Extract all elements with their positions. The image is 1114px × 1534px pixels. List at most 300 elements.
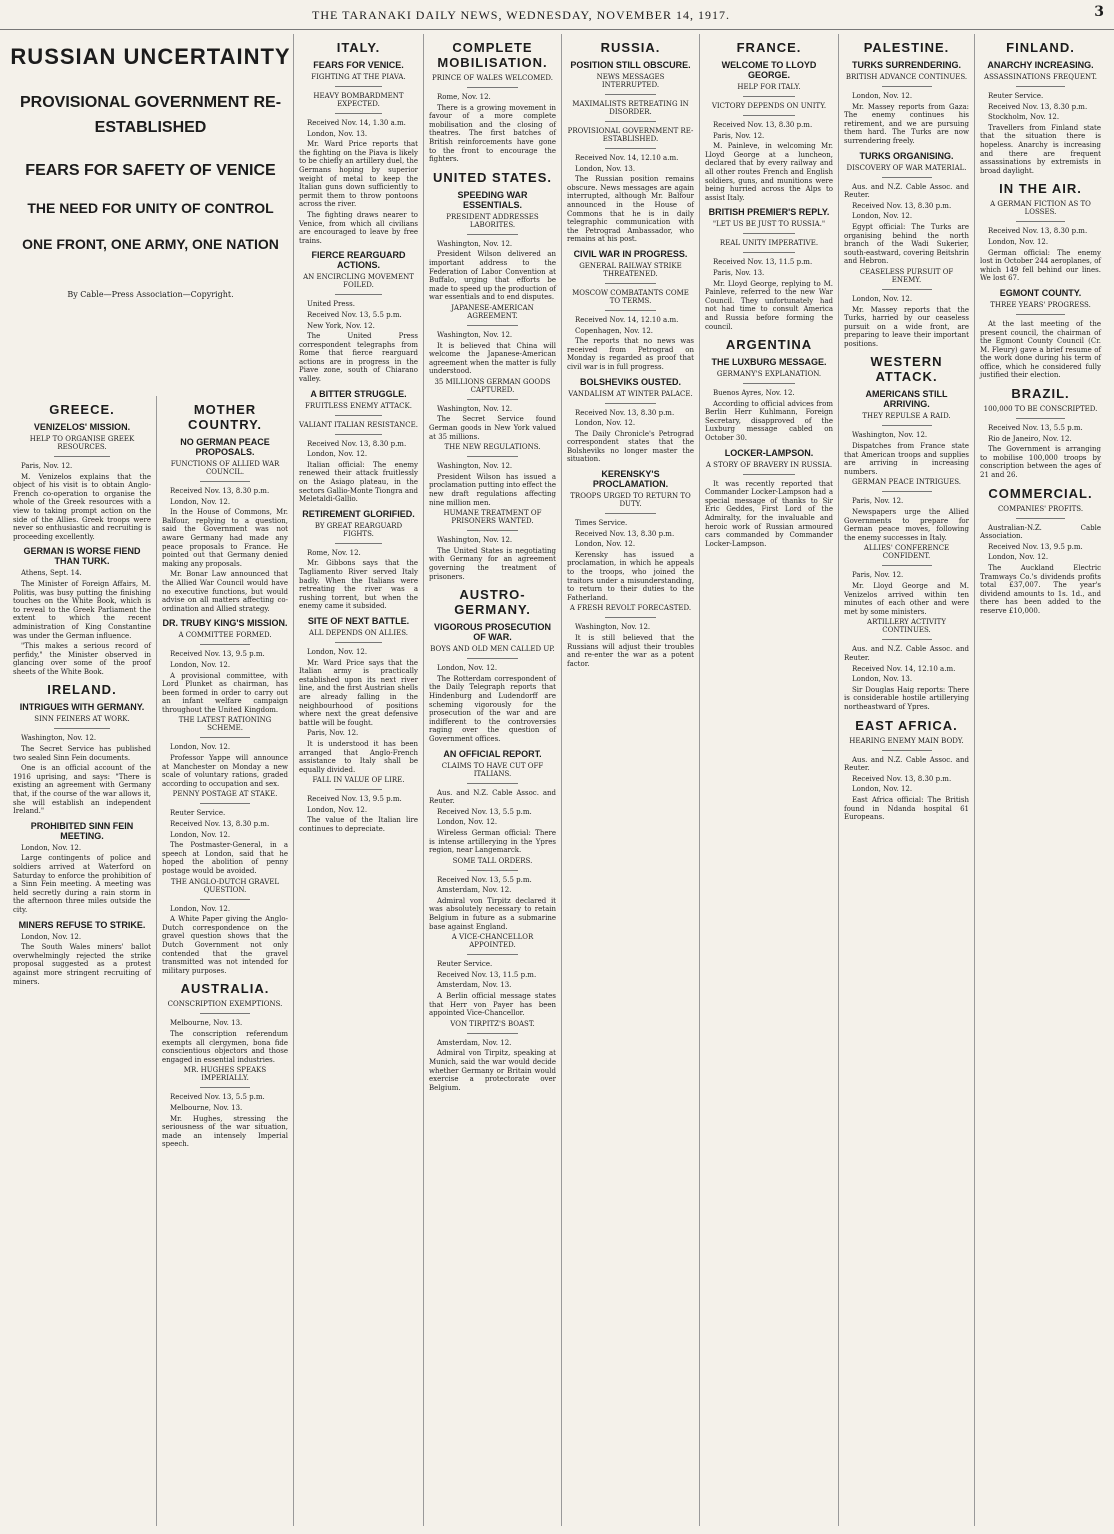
paragraph: Mr. Ward Price says that the Italian army is practically established upon its next river line, and the first Austrian shells are already falling in the neighbourhood of positions where next the great defensive battle will be fought. bbox=[299, 658, 418, 727]
article-body bbox=[429, 960, 556, 1018]
column-3 bbox=[293, 34, 423, 1526]
divider bbox=[335, 789, 383, 790]
article bbox=[705, 207, 833, 234]
divider bbox=[467, 325, 518, 326]
article bbox=[429, 587, 556, 743]
paragraph: London, Nov. 12. bbox=[307, 647, 368, 656]
divider bbox=[200, 737, 250, 738]
divider bbox=[882, 750, 932, 751]
article-deck: SOME TALL ORDERS. bbox=[452, 856, 533, 865]
paragraph: The Minister of Foreign Affairs, M. Politis, was busy putting the finishing touches on the White Book, which is to reveal to the Greek Parliament the extent to which the recent administration of King Constantine was under the German influence. bbox=[13, 579, 151, 640]
paragraph: The South Wales miners' ballot overwhelmingly rejected the strike proposal suggested as a protest against more stringent recruiting of miners. bbox=[13, 943, 151, 986]
paragraph: According to official advices from Berlin Herr Kuhlmann, Foreign Secretary, disapproved of the Luxburg message cabled on October 30. bbox=[705, 399, 833, 443]
article-body bbox=[429, 536, 556, 581]
paragraph: Received Nov. 13, 9.5 p.m. bbox=[170, 650, 265, 659]
article-headline: EGMONT COUNTY. bbox=[999, 287, 1082, 298]
article-headline: AMERICANS STILL ARRIVING. bbox=[865, 389, 948, 410]
article-deck: A VICE-CHANCELLOR APPOINTED. bbox=[451, 933, 534, 950]
divider bbox=[743, 115, 794, 116]
paragraph: Travellers from Finland state that the situation there is hopeless. Anarchy is increasing and there are frequent assassinations by extremists in broad daylight. bbox=[980, 123, 1101, 175]
paragraph: Aus. and N.Z. Cable Assoc. and Reuter. bbox=[844, 645, 969, 662]
article-headline: MINERS REFUSE TO STRIKE. bbox=[18, 919, 146, 930]
paragraph: Received Nov. 14, 12.10 a.m. bbox=[575, 154, 679, 162]
article bbox=[705, 337, 833, 443]
article-body bbox=[13, 844, 151, 915]
paragraph: The fighting draws nearer to Venice, from which all civilians are encouraged to leave by free trains. bbox=[299, 210, 418, 245]
column-7 bbox=[838, 34, 974, 1526]
masthead bbox=[0, 0, 1114, 30]
divider bbox=[882, 425, 932, 426]
paragraph: Received Nov. 14, 1.30 a.m. bbox=[307, 119, 406, 127]
article bbox=[844, 544, 969, 616]
article-headline: TURKS ORGANISING. bbox=[859, 150, 954, 161]
divider bbox=[743, 96, 794, 97]
article-deck: CONSCRIPTION EXEMPTIONS. bbox=[167, 1000, 283, 1009]
divider bbox=[882, 639, 932, 640]
paragraph: Melbourne, Nov. 13. bbox=[170, 1103, 243, 1112]
article bbox=[162, 618, 288, 714]
article-body bbox=[162, 1019, 288, 1064]
paragraph: Reuter Service. bbox=[437, 960, 493, 969]
paragraph: London, Nov. 12. bbox=[170, 743, 231, 752]
paragraph: Amsterdam, Nov. 13. bbox=[437, 981, 512, 990]
paragraph: Amsterdam, Nov. 12. bbox=[437, 886, 512, 895]
paragraph: Paris, Nov. 12. bbox=[21, 462, 73, 470]
article-body bbox=[844, 183, 969, 266]
article-deck: A FRESH REVOLT FORECASTED. bbox=[569, 604, 692, 613]
article-headline: CIVIL WAR IN PROGRESS. bbox=[573, 248, 688, 259]
column-2 bbox=[156, 396, 293, 1526]
article-deck: A GERMAN FICTION AS TO LOSSES. bbox=[990, 200, 1091, 217]
paragraph: Received Nov. 13, 8.30 p.m. bbox=[713, 121, 813, 129]
article-body bbox=[429, 789, 556, 855]
article-body bbox=[705, 121, 833, 202]
divider bbox=[200, 803, 250, 804]
paragraph: Received Nov. 13, 8.30 p.m. bbox=[852, 774, 952, 783]
article-headline: DR. TRUBY KING'S MISSION. bbox=[162, 618, 288, 629]
paragraph: Buenos Ayres, Nov. 12. bbox=[713, 389, 795, 398]
byline: By Cable—Press Association—Copyright. bbox=[67, 290, 234, 299]
article-deck: THE NEW REGULATIONS. bbox=[444, 443, 541, 452]
article bbox=[980, 181, 1101, 283]
article-headline: WELCOME TO LLOYD GEORGE. bbox=[721, 60, 817, 80]
article-body bbox=[980, 320, 1101, 380]
lead-subhead-4: ONE FRONT, ONE ARMY, ONE NATION bbox=[22, 236, 279, 252]
article-body bbox=[705, 258, 833, 331]
article-deck: HELP TO ORGANISE GREEK RESOURCES. bbox=[29, 435, 135, 451]
divider bbox=[605, 148, 656, 149]
article-body bbox=[980, 524, 1101, 616]
article-deck: BY GREAT REARGUARD FIGHTS. bbox=[314, 521, 403, 538]
paragraph: The Auckland Electric Tramways Co.'s dividends profits total £37,007. The year's dividend amounts to 1s. 1d., and there has been added to the reserve £10,000. bbox=[980, 564, 1101, 615]
article-headline: VENIZELOS' MISSION. bbox=[33, 422, 131, 432]
article-deck: PROVISIONAL GOVERNMENT RE-ESTABLISHED. bbox=[567, 127, 694, 143]
article-headline: A BITTER STRUGGLE. bbox=[310, 388, 407, 399]
paragraph: German official: The enemy lost in October 244 aeroplanes, of which 149 fell behind our lines. We lost 67. bbox=[980, 248, 1101, 283]
paragraph: Received Nov. 13, 8.30 p.m. bbox=[575, 529, 675, 538]
article-deck: A STORY OF BRAVERY IN RUSSIA. bbox=[705, 460, 833, 469]
article-deck: BRITISH ADVANCE CONTINUES. bbox=[845, 73, 968, 81]
paragraph: Received Nov. 13, 5.5 p.m. bbox=[307, 310, 402, 319]
paragraph: Wireless German official: There is intense artillerying in the Ypres region, near Langemarck. bbox=[429, 828, 556, 855]
paragraph: The conscription referendum exempts all clergymen, bona fide conscientious objectors and those engaged in essential industries. bbox=[162, 1029, 288, 1064]
paragraph: It is understood it has been arranged that Anglo-French assistance to Italy shall be equally divided. bbox=[299, 739, 418, 774]
divider bbox=[335, 415, 383, 416]
paragraph: Mr. Lloyd George, replying to M. Painleve, referred to the new War Council. They unfortunately had not had time to consult America and Russia before forming the council. bbox=[705, 279, 833, 331]
paragraph: Paris, Nov. 12. bbox=[713, 131, 765, 140]
paragraph: The value of the Italian lire continues to depreciate. bbox=[299, 816, 418, 834]
paragraph: A White Paper giving the Anglo-Dutch correspondence on the gravel question shows that the Dutch Government not only contended that the gravel transmitted was not intended for military purposes. bbox=[162, 915, 288, 975]
paragraph: London, Nov. 13. bbox=[307, 129, 368, 138]
article-body bbox=[844, 431, 969, 476]
divider bbox=[467, 870, 518, 871]
article-deck: ALLIES' CONFERENCE CONFIDENT. bbox=[863, 544, 950, 561]
paragraph: Received Nov. 13, 8.30 p.m. bbox=[170, 820, 270, 829]
article-headline: BOLSHEVIKS OUSTED. bbox=[579, 376, 681, 387]
article-deck: MOSCOW COMBATANTS COME TO TERMS. bbox=[572, 288, 689, 305]
article-body bbox=[429, 876, 556, 932]
paragraph: Newspapers urge the Allied Governments to prepare for German peace moves, following the enemy successes in Italy. bbox=[844, 508, 969, 542]
paragraph: Rome, Nov. 12. bbox=[307, 548, 361, 557]
article-deck: 100,000 TO BE CONSCRIPTED. bbox=[983, 405, 1098, 414]
divider bbox=[605, 94, 656, 95]
article-body bbox=[705, 480, 833, 549]
paragraph: Times Service. bbox=[575, 519, 628, 528]
article-body bbox=[844, 756, 969, 822]
section-heading: BRAZIL. bbox=[1011, 386, 1070, 402]
paragraph: Copenhagen, Nov. 12. bbox=[575, 326, 654, 335]
column-8 bbox=[974, 34, 1106, 1526]
article bbox=[299, 250, 418, 383]
divider bbox=[467, 87, 518, 88]
divider bbox=[605, 513, 656, 514]
divider bbox=[335, 86, 383, 87]
article-body bbox=[13, 462, 151, 541]
article bbox=[429, 749, 556, 855]
paragraph: Reuter Service. bbox=[988, 92, 1044, 100]
article-body bbox=[299, 648, 418, 774]
article-body bbox=[429, 405, 556, 441]
article-body bbox=[299, 440, 418, 504]
article bbox=[429, 509, 556, 581]
paragraph: The Russian position remains obscure. News messages are again interrupted, although Mr. Balfour announced in the House of Commons that he is in daily telegraphic communication with the Petrograd Ambassador, who remains at his post. bbox=[567, 175, 694, 244]
divider bbox=[200, 1087, 250, 1088]
article-body bbox=[429, 462, 556, 507]
article-headline: FIERCE REARGUARD ACTIONS. bbox=[311, 250, 406, 271]
paragraph: London, Nov. 12. bbox=[988, 553, 1049, 562]
section-heading: GREECE. bbox=[49, 402, 115, 417]
paragraph: Received Nov. 13, 9.5 p.m. bbox=[307, 795, 402, 804]
article-headline: AN OFFICIAL REPORT. bbox=[443, 748, 542, 759]
paragraph: Received Nov. 13, 5.5 p.m. bbox=[988, 424, 1083, 433]
paragraph: A provisional committee, with Lord Plunket as chairman, has been formed in order to carry out an infant welfare campaign throughout the United Kingdom. bbox=[162, 671, 288, 714]
divider bbox=[605, 283, 656, 284]
article-headline: SITE OF NEXT BATTLE. bbox=[307, 615, 410, 626]
article-body bbox=[429, 240, 556, 302]
paragraph: Mr. Ward Price reports that the fighting on the Piava is likely to be chiefly an artillery duel, the Germans hoping by superior weight of metal to keep the Italian guns down sufficiently to permit them to throw pontoons across the river. bbox=[299, 140, 418, 209]
article bbox=[429, 304, 556, 376]
paragraph: The Postmaster-General, in a speech at London, said that he hoped the abolition of penny postage would be avoided. bbox=[162, 841, 288, 875]
paragraph: Paris, Nov. 12. bbox=[852, 571, 904, 580]
article-deck: VICTORY DEPENDS ON UNITY. bbox=[711, 102, 827, 110]
article-deck: CEASELESS PURSUIT OF ENEMY. bbox=[859, 267, 954, 284]
paragraph: The Secret Service has published two sealed Sinn Fein documents. bbox=[13, 745, 151, 762]
article-headline: INTRIGUES WITH GERMANY. bbox=[19, 702, 145, 713]
article-headline: ANARCHY INCREASING. bbox=[987, 60, 1094, 70]
article bbox=[567, 604, 694, 668]
lead-subhead-2: FEARS FOR SAFETY OF VENICE bbox=[25, 162, 276, 179]
divider bbox=[335, 434, 383, 435]
article-body bbox=[299, 549, 418, 611]
paragraph: Mr. Massey reports that the Turks, harried by our ceaseless pursuit on a wide front, are preparing to leave their important positions. bbox=[844, 305, 969, 348]
paragraph: Mr. Hughes, stressing the seriousness of the war situation, made an intensely Imperial speech. bbox=[162, 1114, 288, 1149]
article bbox=[980, 40, 1101, 175]
column-4 bbox=[423, 34, 561, 1526]
article-body bbox=[13, 569, 151, 676]
newspaper-title: THE TARANAKI DAILY NEWS, WEDNESDAY, NOVEMBER 14, 1917. bbox=[312, 8, 730, 22]
paragraph: Received Nov. 13, 5.5 p.m. bbox=[437, 875, 532, 884]
article bbox=[980, 386, 1101, 480]
paragraph: London, Nov. 12. bbox=[307, 805, 368, 814]
article bbox=[567, 469, 694, 602]
article-body bbox=[705, 389, 833, 443]
article-headline: BRITISH PREMIER'S REPLY. bbox=[708, 207, 830, 218]
article bbox=[567, 40, 694, 95]
article-deck: HEAVY BOMBARDMENT EXPECTED. bbox=[313, 92, 404, 108]
section-heading: UNITED STATES. bbox=[433, 169, 552, 185]
paragraph: London, Nov. 12. bbox=[852, 785, 913, 794]
paragraph: Aus. and N.Z. Cable Assoc. and Reuter. bbox=[844, 182, 969, 200]
section-heading: MOTHER COUNTRY. bbox=[188, 402, 262, 432]
article bbox=[13, 546, 151, 676]
article-body bbox=[980, 92, 1101, 175]
article-headline: FEARS FOR VENICE. bbox=[313, 60, 404, 70]
article bbox=[299, 92, 418, 245]
article bbox=[429, 170, 556, 302]
article bbox=[844, 40, 969, 146]
article bbox=[429, 857, 556, 932]
paragraph: Amsterdam, Nov. 12. bbox=[437, 1038, 512, 1047]
article bbox=[844, 151, 969, 266]
article bbox=[429, 933, 556, 1018]
article-deck: ARTILLERY ACTIVITY CONTINUES. bbox=[867, 618, 946, 635]
article-deck: GERMAN PEACE INTRIGUES. bbox=[851, 478, 962, 487]
divider bbox=[467, 1033, 518, 1034]
divider bbox=[467, 954, 518, 955]
divider bbox=[605, 617, 656, 618]
article bbox=[844, 718, 969, 822]
article-body bbox=[162, 809, 288, 875]
divider bbox=[882, 491, 932, 492]
paragraph: Received Nov. 13, 11.5 p.m. bbox=[437, 970, 537, 979]
paragraph: Received Nov. 13, 5.5 p.m. bbox=[437, 807, 532, 816]
section-heading: IRELAND. bbox=[47, 682, 117, 698]
divider bbox=[882, 177, 932, 178]
article-body bbox=[299, 119, 418, 245]
article bbox=[844, 618, 969, 711]
paragraph: M. Venizelos explains that the object of his visit is to obtain Anglo-French co-operation to organise the whole of the Greek resources with a view to taking prompt action on the side of the Allies. Greek troops were never so enthusiastic and recruiting is proceeding excellently. bbox=[13, 472, 151, 541]
paragraph: Mr. Gibbons says that the Tagliamento River served Italy badly. When the Italians were retreating the river was a rushing torrent, but when the enemy came it subsided. bbox=[299, 559, 418, 611]
paragraph: London, Nov. 13. bbox=[575, 164, 636, 173]
section-heading: COMMERCIAL. bbox=[988, 485, 1093, 501]
article bbox=[429, 1020, 556, 1093]
paragraph: London, Nov. 12. bbox=[170, 904, 231, 913]
paragraph: United Press. bbox=[307, 300, 355, 309]
paragraph: The Government is arranging to mobilise 100,000 troops by conscription between the ages of 21 and 26. bbox=[980, 445, 1101, 480]
paragraph: Received Nov. 13, 8.30 p.m. bbox=[575, 408, 675, 417]
article-deck: HUMANE TREATMENT OF PRISONERS WANTED. bbox=[443, 509, 542, 526]
article-deck: VALIANT ITALIAN RESISTANCE. bbox=[299, 420, 418, 429]
article bbox=[705, 40, 833, 97]
paragraph: London, Nov. 12. bbox=[852, 212, 913, 221]
paragraph: President Wilson has issued a proclamation putting into effect the new draft regulations affecting nine million men. bbox=[429, 472, 556, 507]
paragraph: East Africa official: The British found in Ndanda hospital 61 Europeans. bbox=[844, 795, 969, 822]
paragraph: Professor Yappe will announce at Manchester on Monday a new scale of voluntary rations, graded according to occupation and sex. bbox=[162, 754, 288, 788]
article-body bbox=[567, 623, 694, 668]
article-headline: KERENSKY'S PROCLAMATION. bbox=[592, 469, 669, 490]
paragraph: In the House of Commons, Mr. Balfour, replying to a question, said the Government was not aware Germany had made any peace proposals to France. He pointed out that Germany denied making any proposals. bbox=[162, 508, 288, 568]
divider bbox=[882, 86, 932, 87]
paragraph: London, Nov. 12. bbox=[575, 540, 636, 549]
article-body bbox=[980, 227, 1101, 283]
article-body bbox=[567, 316, 694, 372]
paragraph: There is a growing movement in favour of a more complete mobilisation and the closing of theatres. The first batches of British reinforcements have gone to the front to encourage the fighters. bbox=[429, 103, 556, 164]
article-body bbox=[162, 1093, 288, 1149]
article-deck: THREE YEARS' PROGRESS. bbox=[990, 300, 1091, 309]
section-heading: FRANCE. bbox=[736, 40, 802, 55]
article bbox=[13, 821, 151, 915]
paragraph: London, Nov. 12. bbox=[852, 92, 913, 100]
paragraph: Aus. and N.Z. Cable Assoc. and Reuter. bbox=[844, 755, 969, 773]
paragraph: Reuter Service. bbox=[170, 809, 226, 818]
article-deck: FRUITLESS ENEMY ATTACK. bbox=[305, 401, 412, 410]
article bbox=[162, 790, 288, 875]
article bbox=[162, 716, 288, 788]
paragraph: Received Nov. 13, 8.30 p.m. bbox=[307, 439, 407, 448]
article-headline: GERMAN IS WORSE FIEND THAN TURK. bbox=[23, 546, 141, 567]
article-deck: MAXIMALISTS RETREATING IN DISORDER. bbox=[572, 100, 689, 116]
article bbox=[299, 616, 418, 774]
divider bbox=[200, 481, 250, 482]
divider bbox=[200, 899, 250, 900]
article-deck: THEY REPULSE A RAID. bbox=[862, 412, 951, 421]
article-deck: GERMANY'S EXPLANATION. bbox=[716, 370, 822, 379]
article bbox=[13, 682, 151, 815]
paragraph: Received Nov. 14, 12.10 a.m. bbox=[852, 664, 956, 673]
article-deck: FALL IN VALUE OF LIRE. bbox=[312, 776, 405, 785]
article-deck: PENNY POSTAGE AT STAKE. bbox=[172, 790, 278, 799]
article-deck: GENERAL RAILWAY STRIKE THREATENED. bbox=[579, 261, 682, 278]
divider bbox=[467, 783, 518, 784]
divider bbox=[1016, 221, 1064, 222]
article-body bbox=[980, 424, 1101, 480]
paragraph: Dispatches from France state that American troops and supplies are arriving in increasing numbers. bbox=[844, 442, 969, 476]
article-headline: NO GERMAN PEACE PROPOSALS. bbox=[180, 437, 270, 457]
article-deck: A COMMITTEE FORMED. bbox=[178, 631, 272, 640]
article-body bbox=[844, 571, 969, 616]
paragraph: London, Nov. 12. bbox=[575, 419, 636, 428]
paragraph: Mr. Massey reports from Gaza: The enemy continues his retirement, and we are pursuing them hard. The Turks are now surrendering freely. bbox=[844, 102, 969, 145]
article-headline: THE LUXBURG MESSAGE. bbox=[711, 357, 827, 368]
paragraph: Kerensky has issued a proclamation, in which he appeals to the troops, who joined the traitors under a misunderstanding, to return to their duties to the Fatherland. bbox=[567, 550, 694, 602]
article-body bbox=[162, 905, 288, 976]
column-6 bbox=[699, 34, 838, 1526]
article-deck: FIGHTING AT THE PIAVA. bbox=[311, 73, 406, 81]
article-deck: JAPANESE-AMERICAN AGREEMENT. bbox=[451, 303, 534, 320]
article-headline: TURKS SURRENDERING. bbox=[851, 60, 961, 70]
article-deck: AN ENCIRCLING MOVEMENT FOILED. bbox=[303, 273, 414, 290]
divider bbox=[743, 233, 794, 234]
paragraph: New York, Nov. 12. bbox=[307, 321, 375, 330]
article-body bbox=[299, 300, 418, 383]
paragraph: The United States is negotiating with Germany for an agreement governing the treatment of prisoners. bbox=[429, 546, 556, 581]
article-headline: RETIREMENT GLORIFIED. bbox=[302, 508, 415, 519]
article-deck: THE ANGLO-DUTCH GRAVEL QUESTION. bbox=[170, 877, 280, 894]
divider bbox=[467, 658, 518, 659]
paragraph: Sir Douglas Haig reports: There is considerable hostile artillerying northeastward of Ypres. bbox=[844, 685, 969, 711]
section-heading: ARGENTINA bbox=[725, 337, 813, 353]
paragraph: It is still believed that the Russians will adjust their troubles and re-enter the war as a potent factor. bbox=[567, 634, 694, 668]
column-5 bbox=[561, 34, 699, 1526]
paragraph: Paris, Nov. 12. bbox=[852, 497, 904, 506]
article-headline: PROHIBITED SINN FEIN MEETING. bbox=[30, 820, 134, 841]
article bbox=[844, 354, 969, 476]
divider bbox=[200, 644, 250, 645]
divider bbox=[200, 1013, 250, 1014]
page-number: 3 bbox=[1094, 4, 1104, 20]
divider bbox=[467, 399, 518, 400]
paragraph: The Secret Service found German goods in New York valued at 35 millions. bbox=[429, 415, 556, 441]
paragraph: Received Nov. 13, 11.5 p.m. bbox=[713, 258, 813, 267]
article-body bbox=[162, 650, 288, 714]
paragraph: Mr. Lloyd George and M. Venizelos arrived within ten minutes of each other and were met by some ministers. bbox=[844, 582, 969, 616]
paragraph: The United Press correspondent telegraphs from Rome that fierce rearguard actions are in progress in the Piave zone, south of Chiarano valley. bbox=[299, 332, 418, 384]
paragraph: The Rotterdam correspondent of the Daily Telegraph reports that Hindenburg and Ludendorff are scheming vigorously for the prosecution of the war and are indifferent to the controversies raging over the question of Government offices. bbox=[429, 674, 556, 743]
divider bbox=[882, 565, 932, 566]
article bbox=[705, 239, 833, 331]
paragraph: London, Nov. 12. bbox=[170, 830, 231, 839]
paragraph: Received Nov. 13, 5.5 p.m. bbox=[170, 1093, 265, 1102]
section-heading: COMPLETE MOBILISATION. bbox=[437, 40, 548, 70]
article bbox=[299, 776, 418, 833]
article-deck: PRESIDENT ADDRESSES LABORITES. bbox=[446, 212, 539, 229]
divider bbox=[882, 289, 932, 290]
paragraph: London, Nov. 12. bbox=[170, 497, 231, 506]
article-deck: VANDALISM AT WINTER PALACE. bbox=[568, 389, 693, 398]
paragraph: At the last meeting of the present council, the chairman of the Egmont County Council (Cr. M. Fleury) gave a brief resume of the work done during his term of office, which he considered fully justified their election. bbox=[980, 319, 1101, 380]
article bbox=[705, 102, 833, 202]
article bbox=[162, 981, 288, 1064]
divider bbox=[54, 456, 109, 457]
divider bbox=[335, 642, 383, 643]
article-deck: ASSASSINATIONS FREQUENT. bbox=[984, 73, 1097, 81]
article-body bbox=[844, 92, 969, 146]
paragraph: Washington, Nov. 12. bbox=[437, 536, 513, 545]
divider bbox=[335, 294, 383, 295]
article-headline: LOCKER-LAMPSON. bbox=[724, 447, 814, 458]
paragraph: Received Nov. 13, 8.30 p.m. bbox=[988, 102, 1088, 111]
section-heading: RUSSIA. bbox=[600, 40, 661, 55]
article-deck: PRINCE OF WALES WELCOMED. bbox=[432, 74, 553, 82]
paragraph: Stockholm, Nov. 12. bbox=[988, 113, 1060, 122]
paragraph: Received Nov. 13, 9.5 p.m. bbox=[988, 542, 1083, 551]
article-deck: HEARING ENEMY MAIN BODY. bbox=[849, 736, 964, 745]
article-body bbox=[844, 497, 969, 542]
article bbox=[299, 421, 418, 504]
article-deck: SINN FEINERS AT WORK. bbox=[34, 715, 130, 724]
divider bbox=[335, 113, 383, 114]
article bbox=[844, 478, 969, 542]
